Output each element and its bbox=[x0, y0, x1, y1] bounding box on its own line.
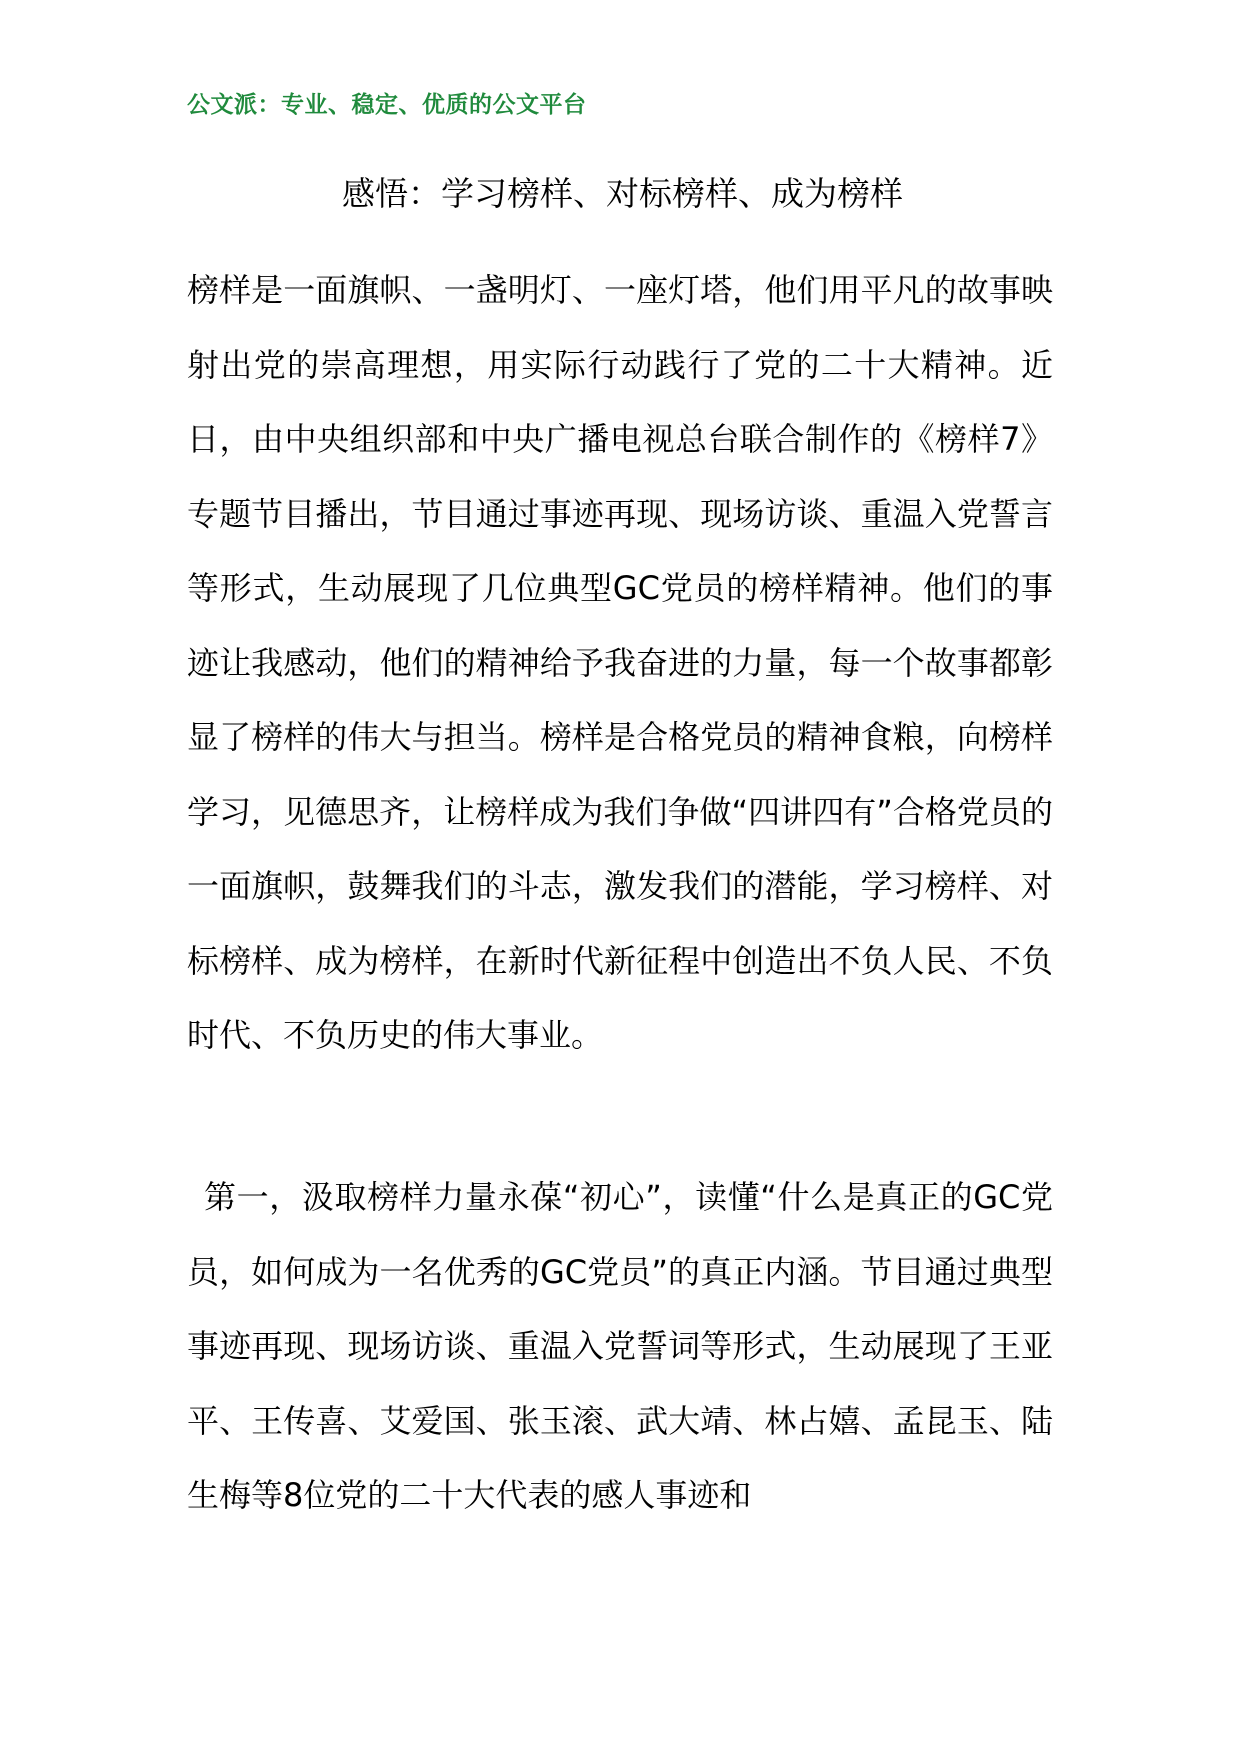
site-slogan-header: 公文派：专业、稳定、优质的公文平台 bbox=[187, 92, 587, 118]
body-paragraph-1: 榜样是一面旗帜、一盏明灯、一座灯塔，他们用平凡的故事映射出党的崇高理想，用实际行动践行了党的二十大精神。近日，由中央组织部和中央广播电视总台联合制作的《榜样7》专题节目播出，节目通过事迹再现、现场访谈、重温入党誓言等形式，生动展现了几位典型GC党员的榜样精神。他们的事迹让我感动，他们的精神给予我奋进的力量，每一个故事都彰显了榜样的伟大与担当。榜样是合格党员的精神食粮，向榜样学习，见德思齐，让榜样成为我们争做“四讲四有”合格党员的一面旗帜，鼓舞我们的斗志，激发我们的潜能，学习榜样、对标榜样、成为榜样，在新时代新征程中创造出不负人民、不负时代、不负历史的伟大事业。 bbox=[187, 271, 1053, 1054]
body-paragraph-2: 第一，汲取榜样力量永葆“初心”，读懂“什么是真正的GC党员，如何成为一名优秀的GC党员”的真正内涵。节目通过典型事迹再现、现场访谈、重温入党誓词等形式，生动展现了王亚平、王传喜、艾爱国、张玉滚、武大靖、林占嬉、孟昆玉、陆生梅等8位党的二十大代表的感人事迹和 bbox=[187, 1178, 1053, 1514]
document-title: 感悟：学习榜样、对标榜样、成为榜样 bbox=[342, 174, 903, 213]
